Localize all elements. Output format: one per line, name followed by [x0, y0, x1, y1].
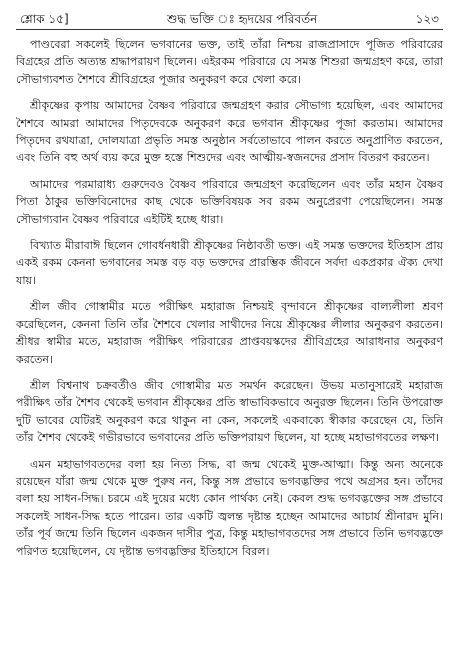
running-header [16, 10, 443, 26]
verse-label: শ্লোক ১৫] [20, 12, 69, 26]
paragraph: বিখ্যাত মীরাবাঈ ছিলেন গোবর্ধনধারী শ্রীকৃষ্ণের নিষ্ঠাবতী ভক্ত। এই সমস্ত ভক্তদের ইতিহাস প্রায় একই রকম কেননা ভগবানের সমস্ত বড় বড় ভক্তদের প্রারম্ভিক জীবনে সর্বদা একপ্রকার ঐক্য দেখা যায়। [16, 239, 443, 287]
paragraph: শ্রীকৃষ্ণের কৃপায় আমাদের বৈষ্ণব পরিবারে জন্মগ্রহণ করার সৌভাগ্য হয়েছিল, এবং আমাদের শৈশবে আমরা আমাদের পিতৃদেবকে অনুকরণ করে ভগবান শ্রীকৃষ্ণের পূজা করতাম। আমাদের পিতৃদেব রথযাত্রা, দোলযাত্রা প্রভৃতি সমস্ত অনুষ্ঠান সর্বতোভাবে পালন করতে অনুপ্রাণিত করতেন, এবং তিনি বহু অর্থ ব্যয় করে মুক্ত হস্তে শিশুদের এবং আত্মীয়-স্বজনদের প্রসাদ বিতরণ করতেন। [16, 99, 443, 165]
paragraph: এমন মহাভাগবতদের বলা হয় নিত্য সিদ্ধ, বা জন্ম থেকেই মুক্ত-আত্মা। কিন্তু অন্য অনেকে রয়েছেন যাঁরা জন্ম থেকে মুক্ত পুরুষ নন, কিন্তু সঙ্গ প্রভাবে ভগবদ্ভক্তির পথে অগ্রসর হন। তাঁদের বলা হয় সাধন-সিদ্ধ। চরমে এই দুয়ের মধ্যে কোন পার্থক্য নেই। কেবল শুদ্ধ ভগবদ্ভক্তের সঙ্গ প্রভাবে সকলেই সাধন-সিদ্ধ হতে পারেন। তার একটি জ্বলন্ত দৃষ্টান্ত হচ্ছেন আমাদের আচার্য শ্রীনারদ মুনি। তাঁর পূর্ব জন্মে তিনি ছিলেন একজন দাসীর পুত্র, কিন্তু মহাভাগবতদের সঙ্গ প্রভাবে তিনি ভগবদ্ভক্তে পরিণত হয়েছিলেন, যে দৃষ্টান্ত ভগবদ্ভক্তির ইতিহাসে বিরল। [16, 457, 443, 558]
chapter-title: শুদ্ধ ভক্তি ঃ হৃদয়ের পরিবর্তন [166, 12, 318, 26]
paragraph: শ্রীল বিশ্বনাথ চক্রবর্তীও জীব গোস্বামীর মত সমর্থন করেছেন। উভয় মতানুসারেই মহারাজ পরীক্ষিৎ তাঁর শৈশব থেকেই ভগবান শ্রীকৃষ্ণের প্রতি স্বাভাবিকভাবে অনুরক্ত ছিলেন। তিনি উপরোক্ত দুটি ভাবের যেটিরই অনুকরণ করে থাকুন না কেন, সকলেই একবাক্যে স্বীকার করেছেন যে, তিনি তাঁর শৈশব থেকেই গভীরভাবে ভগবানের প্রতি ভক্তিপরায়ণ ছিলেন, যা হচ্ছে মহাভাগবতের লক্ষণ। [16, 378, 443, 445]
page-number: ১২৩ [415, 12, 439, 26]
header-rule [16, 29, 443, 30]
paragraph: শ্রীল জীব গোস্বামীর মতে পরীক্ষিৎ মহারাজ নিশ্চয়ই বৃন্দাবনে শ্রীকৃষ্ণের বাল্যলীলা শ্রবণ করেছিলেন, কেননা তিনি তাঁর শৈশবে খেলার সাথীদের নিয়ে শ্রীকৃষ্ণের লীলার অনুকরণ করতেন। শ্রীধর স্বামীর মতে, মহারাজ পরীক্ষিৎ পরিবারের প্রাপ্তবয়স্কদের শ্রীবিগ্রহের আরাধনার অনুকরণ করতেন। [16, 300, 443, 366]
paragraph: আমাদের পরমারাধ্য গুরুদেবও বৈষ্ণব পরিবারে জন্মগ্রহণ করেছিলেন এবং তাঁর মহান বৈষ্ণব পিতা ঠাকুর ভক্তিবিনোদের কাছ থেকে ভক্তিবিষয়ক সব রকম অনুপ্রেরণা পেয়েছিলেন। সমস্ত সৌভাগ্যবান বৈষ্ণব পরিবারে এইটিই হচ্ছে ধারা। [16, 177, 443, 226]
paragraph: পাণ্ডবেরা সকলেই ছিলেন ভগবানের ভক্ত, তাই তাঁরা নিশ্চয় রাজপ্রাসাদে পূজিত পরিবারের বিগ্রহের প্রতি অত্যন্ত শ্রদ্ধাপরায়ণ ছিলেন। এইরকম পরিবারে যে সমস্ত শিশুরা জন্মগ্রহণ করে, তারা সৌভাগ্যবশত শৈশবে শ্রীবিগ্রহের পূজার অনুকরণ করে খেলা করে। [16, 38, 443, 86]
